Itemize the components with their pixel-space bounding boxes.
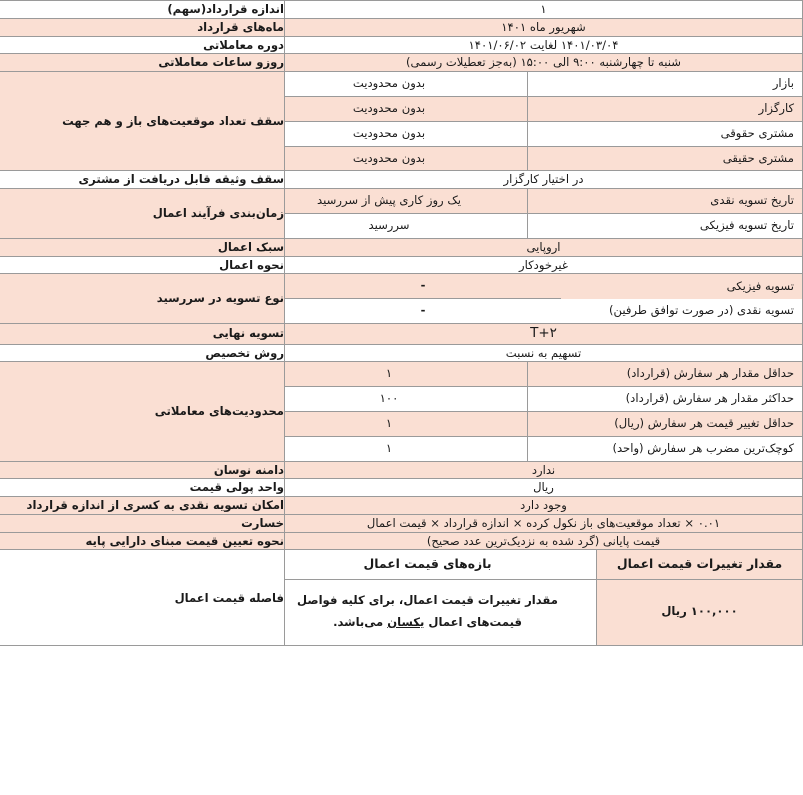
list-item [251,189,802,213]
trading-limits-name-2: حداقل تغییر قیمت هر سفارش (ریال) [528,411,803,436]
settlement-type-value [285,274,803,324]
table-row [0,344,803,362]
trading-days-hours-label: روزو ساعات معاملاتی [0,54,285,72]
table-row [0,54,803,72]
open-position-cap-value-3: بدون محدودیت [251,146,528,170]
strike-interval-ranges-value [259,580,597,645]
trading-limits-label: محدودیت‌های معاملاتی [0,362,285,461]
penalty-label: خسارت [0,514,285,532]
table-row [0,323,803,344]
list-item [251,96,802,121]
open-position-cap-name-0: بازار [528,72,803,96]
settlement-type-text-1: تسویه نقدی (در صورت توافق طرفین) [561,299,802,323]
trading-limits-value-3: ۱ [251,436,528,460]
table-row [0,362,803,461]
open-position-cap-name-2: مشتری حقوقی [528,121,803,146]
trading-limits-value-0: ۱ [251,362,528,386]
table-row [0,550,803,646]
penalty-value: ۰.۰۱ × تعداد موقعیت‌های باز نکول کرده × اندازه قرارداد × قیمت اعمال [285,514,803,532]
table-row [0,479,803,497]
list-item [251,436,802,460]
ranges-text-before: مقدار تغییرات قیمت اعمال، برای کلیه فواصل قیمت‌های اعمال [297,593,558,629]
table-row [0,497,803,515]
trading-period-label: دوره معاملاتی [0,36,285,54]
strike-interval-change-amount-value: ۱۰۰,۰۰۰ ریال [597,580,803,645]
settlement-type-subtable [285,274,802,323]
strike-price-interval-subtable [259,550,802,645]
base-asset-price-method-label: نحوه تعیین قیمت مبنای دارایی پایه [0,532,285,550]
table-row [0,274,803,324]
ranges-text-underlined: یکسان [387,614,425,629]
contract-months-value: شهریور ماه ۱۴۰۱ [285,18,803,36]
final-settlement-value: T+۲ [285,323,803,344]
exercise-style-value: اروپایی [285,238,803,256]
table-row [259,580,802,645]
ranges-text-after: می‌باشد. [333,614,388,629]
price-currency-unit-value: ریال [285,479,803,497]
strike-interval-header-ranges: بازه‌های قیمت اعمال [259,550,597,579]
trading-limits-value-1: ۱۰۰ [251,387,528,412]
open-position-cap-name-1: کارگزار [528,96,803,121]
list-item [251,72,802,96]
table-row [0,72,803,171]
table-row [0,189,803,239]
exercise-schedule-value [285,189,803,239]
list-item [251,121,802,146]
open-position-cap-value [285,72,803,171]
exercise-style-label: سبک اعمال [0,238,285,256]
fluctuation-range-value: ندارد [285,461,803,479]
collateral-cap-value: در اختیار کارگزار [285,171,803,189]
exercise-method-label: نحوه اعمال [0,256,285,274]
exercise-schedule-name-0: تاریخ تسویه نقدی [528,189,803,213]
table-row [0,18,803,36]
table-row [0,238,803,256]
strike-interval-header-change-amount: مقدار تغییرات قیمت اعمال [597,550,803,579]
trading-limits-name-3: کوچک‌ترین مضرب هر سفارش (واحد) [528,436,803,460]
settlement-type-label: نوع تسویه در سررسید [0,274,285,324]
open-position-cap-value-1: بدون محدودیت [251,96,528,121]
list-item [251,213,802,237]
list-item [251,362,802,386]
exercise-schedule-value-1: سررسید [251,213,528,237]
trading-days-hours-value: شنبه تا چهارشنبه ۹:۰۰ الی ۱۵:۰۰ (به‌جز تعطیلات رسمی) [285,54,803,72]
trading-limits-subtable [251,362,802,460]
exercise-method-value: غیرخودکار [285,256,803,274]
open-position-cap-label: سقف تعداد موقعیت‌های باز و هم جهت [0,72,285,171]
table-row [0,256,803,274]
list-item [251,146,802,170]
table-row [0,36,803,54]
strike-price-interval-label: فاصله قیمت اعمال [0,550,285,646]
table-row [0,171,803,189]
fluctuation-range-label: دامنه نوسان [0,461,285,479]
trading-limits-value-2: ۱ [251,411,528,436]
exercise-schedule-name-1: تاریخ تسویه فیزیکی [528,213,803,237]
contract-months-label: ماه‌های قرارداد [0,18,285,36]
allocation-method-label: روش تخصیص [0,344,285,362]
trading-limits-value [285,362,803,461]
settlement-type-bullet-1: - [285,299,561,323]
table-row [0,514,803,532]
list-item [251,387,802,412]
trading-limits-name-0: حداقل مقدار هر سفارش (قرارداد) [528,362,803,386]
exercise-schedule-subtable [251,189,802,238]
table-header-row [259,550,802,579]
settlement-type-text-0: تسویه فیزیکی [561,274,802,298]
table-row [0,1,803,19]
open-position-cap-value-2: بدون محدودیت [251,121,528,146]
base-asset-price-method-value: قیمت پایانی (گرد شده به نزدیک‌ترین عدد صحیح) [285,532,803,550]
allocation-method-value: تسهیم به نسبت [285,344,803,362]
table-row [0,532,803,550]
trading-limits-name-1: حداکثر مقدار هر سفارش (قرارداد) [528,387,803,412]
collateral-cap-label: سقف وثیقه قابل دریافت از مشتری [0,171,285,189]
list-item [251,411,802,436]
settlement-type-bullet-0: - [285,274,561,298]
trading-period-value: ۱۴۰۱/۰۳/۰۴ لغایت ۱۴۰۱/۰۶/۰۲ [285,36,803,54]
contract-size-label: اندازه قرارداد(سهم) [0,1,285,19]
open-position-cap-subtable [251,72,802,170]
price-currency-unit-label: واحد پولی قیمت [0,479,285,497]
exercise-schedule-value-0: یک روز کاری پیش از سررسید [251,189,528,213]
partial-cash-settlement-value: وجود دارد [285,497,803,515]
exercise-schedule-label: زمان‌بندی فرآیند اعمال [0,189,285,239]
open-position-cap-value-0: بدون محدودیت [251,72,528,96]
partial-cash-settlement-label: امکان تسویه نقدی به کسری از اندازه قرارداد [0,497,285,515]
contract-size-value: ۱ [285,1,803,19]
list-item [285,274,802,298]
final-settlement-label: تسویه نهایی [0,323,285,344]
strike-price-interval-value [285,550,803,646]
open-position-cap-name-3: مشتری حقیقی [528,146,803,170]
table-row [0,461,803,479]
list-item [285,299,802,323]
